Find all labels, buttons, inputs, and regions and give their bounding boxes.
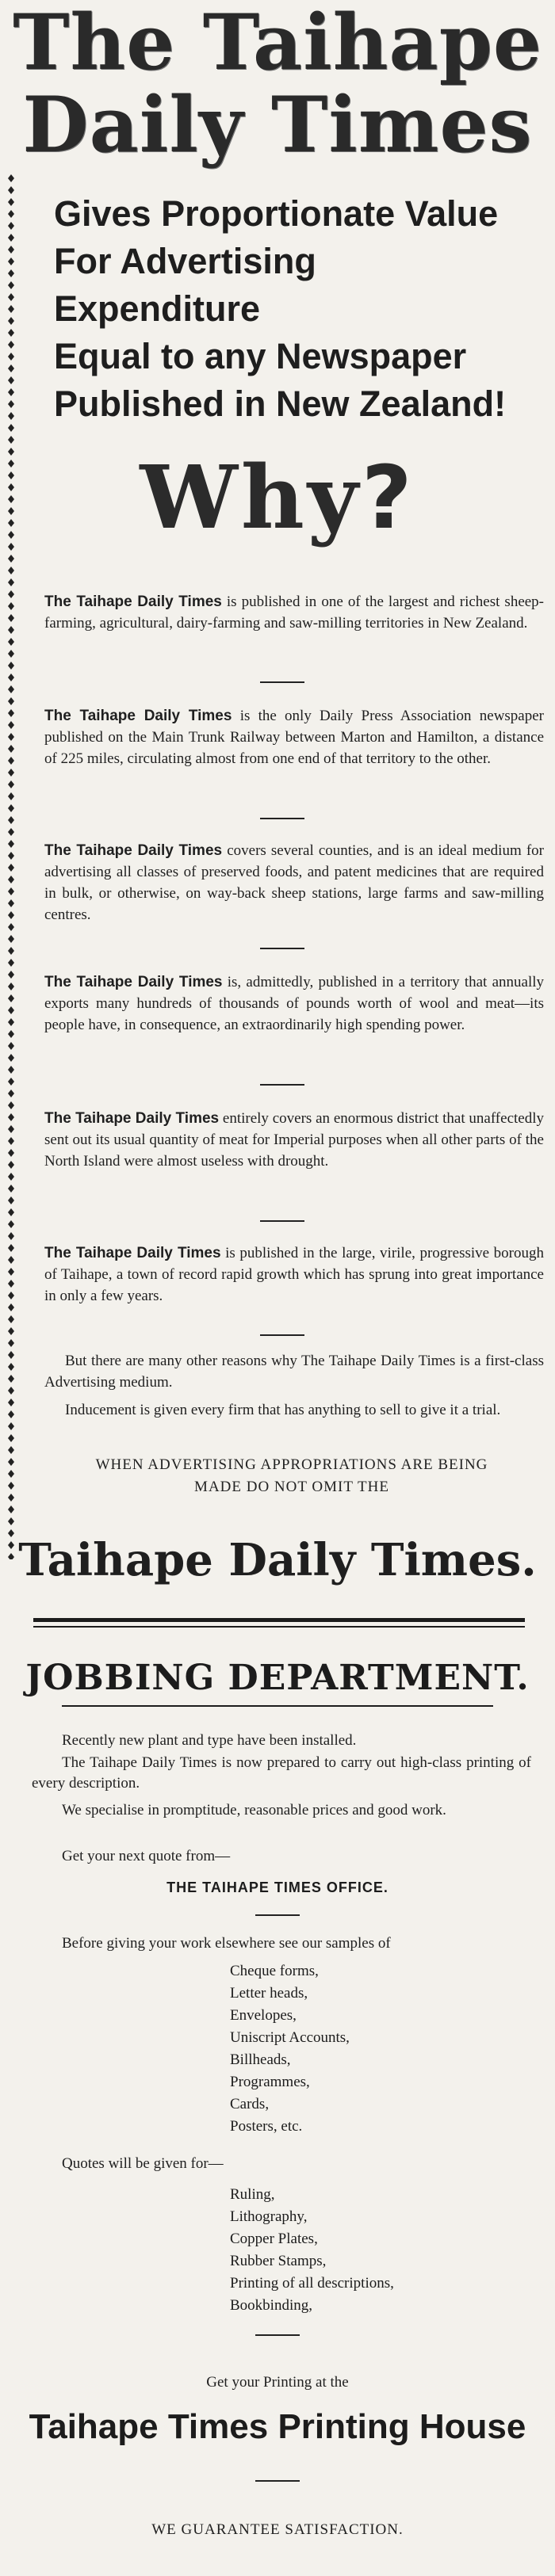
question-mark: ?: [361, 447, 415, 548]
list-item: Printing of all descriptions,: [230, 2275, 394, 2292]
samples-intro: Before giving your work elsewhere see our samples of: [62, 1935, 391, 1952]
heavy-rule: [33, 1618, 525, 1622]
intro-heading: [54, 190, 530, 428]
intro-line: Published in New Zealand!: [54, 384, 507, 424]
reason-paragraph: [44, 705, 544, 769]
list-item: Lithography,: [230, 2208, 308, 2225]
short-rule: [260, 1220, 304, 1222]
paragraph-lead: The Taihape Daily Times: [44, 1245, 221, 1261]
paragraph-lead: The Taihape Daily Times: [44, 593, 222, 610]
reason-paragraph: [44, 591, 544, 634]
list-item: Posters, etc.: [230, 2118, 303, 2135]
masthead-line-2: Daily Times: [22, 80, 533, 170]
reason-paragraph: [44, 840, 544, 925]
intro-line: Equal to any Newspaper: [54, 336, 467, 376]
list-item: Rubber Stamps,: [230, 2253, 327, 2269]
list-item: Envelopes,: [230, 2007, 297, 2024]
warning-line-2: MADE DO NOT OMIT THE: [194, 1479, 389, 1495]
thin-rule: [33, 1626, 525, 1628]
list-item: Cards,: [230, 2096, 270, 2112]
reason-paragraph: [44, 1242, 544, 1307]
short-rule: [260, 1334, 304, 1336]
list-item: Copper Plates,: [230, 2231, 318, 2247]
paragraph-text: is the only Daily Press Association newspaper published on the Main Trunk Railway between Marton and Hamilton, a distance of 225 miles, circulating almost from one end of that territory to the other.: [44, 708, 545, 767]
paragraph-text: covers several counties, and is an ideal medium for advertising all classes of preserved foods, and patent medicines that are required in bulk, or otherwise, on way-back sheep stations, large farms and saw-milling centres.: [44, 842, 545, 923]
intro-line: For Advertising Expenditure: [54, 241, 316, 329]
quotes-list: [230, 2184, 531, 2317]
reason-paragraph: [44, 1108, 544, 1172]
short-rule: [255, 1914, 300, 1916]
jobbing-line: Recently new plant and type have been installed.: [62, 1732, 357, 1749]
paper-name: Taihape Daily Times.: [18, 1534, 537, 1586]
paragraph-text: entirely covers an enormous district that unaffectedly sent out its usual quantity of meat for Imperial purposes when all other parts of the North Island were almost useless with drought.: [44, 1110, 544, 1170]
why-word: Why: [140, 446, 362, 548]
list-item: Cheque forms,: [230, 1963, 319, 1979]
inducement-paragraph: Inducement is given every firm that has anything to sell to give it a trial.: [65, 1402, 501, 1418]
samples-list: [230, 1960, 531, 2138]
advertisement-box: [6, 173, 549, 1559]
short-rule: [255, 2480, 300, 2482]
warning-line-1: WHEN ADVERTISING APPROPRIATIONS ARE BEING: [95, 1456, 488, 1473]
reasons-paragraph: But there are many other reasons why The Taihape Daily Times is a first-class Advertising medium.: [44, 1353, 544, 1391]
short-rule: [260, 948, 304, 949]
jobbing-line: We specialise in promptitude, reasonable prices and good work.: [62, 1802, 446, 1818]
list-item: Uniscript Accounts,: [230, 2029, 350, 2046]
paragraph-lead: The Taihape Daily Times: [44, 1110, 220, 1127]
masthead: [0, 0, 555, 170]
list-item: Ruling,: [230, 2186, 275, 2203]
title-underline: [62, 1705, 493, 1707]
list-item: Programmes,: [230, 2074, 310, 2090]
list-item: Billheads,: [230, 2051, 291, 2068]
paragraph-lead: The Taihape Daily Times: [44, 974, 223, 990]
guarantee-line: WE GUARANTEE SATISFACTION.: [151, 2521, 404, 2538]
short-rule: [260, 1084, 304, 1086]
paragraph-text: is published in one of the largest and richest sheep-farming, agricultural, dairy-farming and saw-milling territories in New Zealand.: [44, 593, 545, 632]
short-rule: [255, 2334, 300, 2336]
short-rule: [260, 818, 304, 819]
list-item: Bookbinding,: [230, 2297, 312, 2314]
short-rule: [260, 681, 304, 683]
paragraph-lead: The Taihape Daily Times: [44, 708, 232, 724]
reason-paragraph: [44, 971, 544, 1036]
dotted-border: [6, 173, 16, 1559]
why-heading: [6, 446, 549, 548]
quotes-intro: Quotes will be given for—: [62, 2155, 224, 2172]
list-item: Letter heads,: [230, 1985, 308, 2002]
paragraph-lead: The Taihape Daily Times: [44, 842, 223, 859]
masthead-line-1: The Taihape: [13, 0, 542, 87]
intro-line: Gives Proportionate Value: [54, 193, 499, 234]
jobbing-line: The Taihape Daily Times is now prepared to carry out high-class printing of every description.: [32, 1754, 531, 1792]
get-printing-line: Get your Printing at the: [206, 2374, 349, 2391]
jobbing-line: Get your next quote from—: [62, 1848, 231, 1864]
paragraph-text: is, admittedly, published in a territory that annually exports many hundreds of thousands of pounds worth of wool and meat—its people have, in consequence, an extraordinarily high spending power.: [44, 974, 544, 1033]
office-name: THE TAIHAPE TIMES OFFICE.: [166, 1880, 388, 1895]
jobbing-title: JOBBING DEPARTMENT.: [25, 1658, 530, 1698]
printing-house-name: Taihape Times Printing House: [29, 2407, 526, 2446]
paragraph-text: is published in the large, virile, progressive borough of Taihape, a town of record rapid growth which has sprung into great importance in only a few years.: [44, 1245, 544, 1304]
